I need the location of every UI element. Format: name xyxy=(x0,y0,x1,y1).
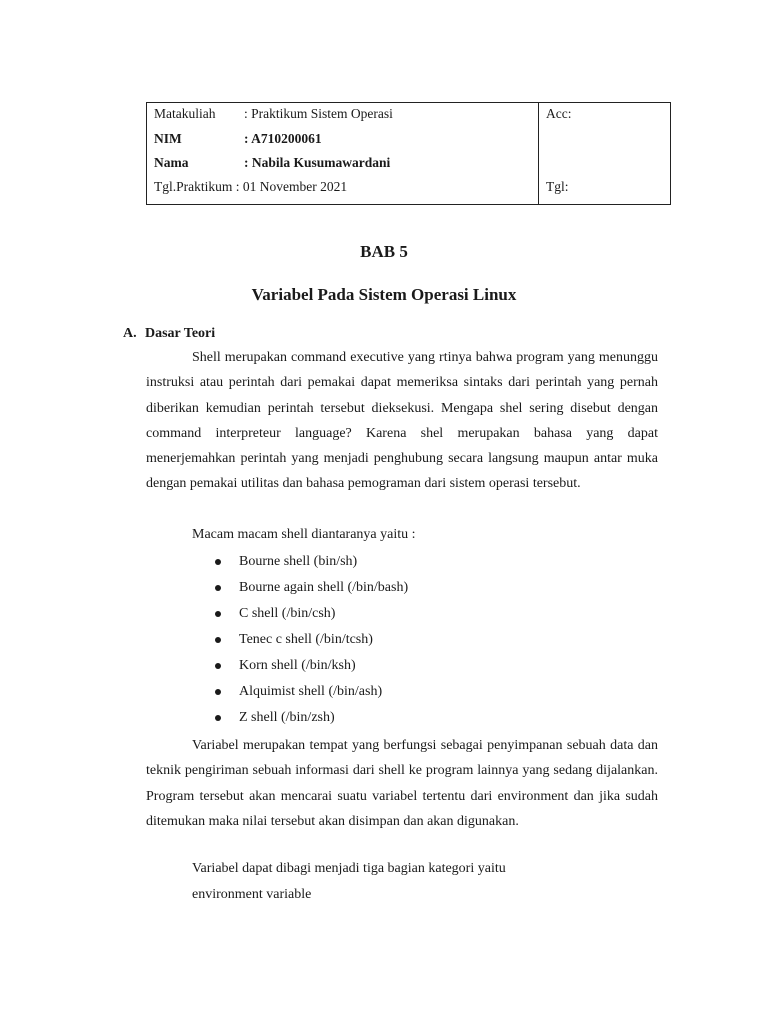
list-item xyxy=(212,604,408,630)
shell-list xyxy=(212,552,408,734)
list-item-text: Z shell (/bin/zsh) xyxy=(239,710,335,725)
paragraph-shell xyxy=(146,345,658,497)
paragraph-variabel-text: Variabel merupakan tempat yang berfungsi sebagai penyimpanan sebuah data dan teknik pengiriman sebuah informasi dari shell ke program lainnya yang sedang dijalankan. Program tersebut akan mencarai suatu variabel tertentu dari environment dan jika sudah ditemukan maka nilai tersebut akan disimpan dan akan digunakan. xyxy=(146,738,658,829)
list-item xyxy=(212,682,408,708)
header-table xyxy=(146,102,671,205)
nim-row xyxy=(154,131,322,147)
list-item xyxy=(212,630,408,656)
list-item xyxy=(212,656,408,682)
variable-category-first: environment variable xyxy=(192,887,312,902)
acc-label: Acc: xyxy=(546,106,572,121)
bullet-icon xyxy=(215,611,221,617)
matakuliah-label: Matakuliah xyxy=(154,106,216,121)
nama-value: : Nabila Kusumawardani xyxy=(244,155,391,170)
section-heading xyxy=(123,326,215,342)
chapter-title: Variabel Pada Sistem Operasi Linux xyxy=(251,285,517,304)
nim-value: : A710200061 xyxy=(244,131,322,146)
approval-cell xyxy=(539,103,670,204)
section-title: Dasar Teori xyxy=(145,326,216,341)
list-item-text: Alquimist shell (/bin/ash) xyxy=(239,684,383,699)
matakuliah-row xyxy=(154,106,393,122)
list-item-text: Tenec c shell (/bin/tcsh) xyxy=(239,632,373,647)
nama-row xyxy=(154,155,390,171)
tgl-label: Tgl: xyxy=(546,179,569,194)
paragraph-shell-text: Shell merupakan command executive yang rtinya bahwa program yang menunggu instruksi atau perintah dari pemakai dapat memeriksa sintaks dari perintah yang pernah diberikan kemudian perintah tersebut dieksekusi. Mengapa shel sering disebut dengan command interpreteur language? Karena shel merupakan bahasa yang dapat menerjemahkan perintah yang menjadi penghubung secara langsung maupun antar muka dengan pemakai utilitas dan bahasa pemograman dari sistem operasi tersebut. xyxy=(146,350,658,492)
list-item xyxy=(212,708,408,734)
variable-category-intro: Variabel dapat dibagi menjadi tiga bagian kategori yaitu xyxy=(192,861,506,876)
list-item-text: C shell (/bin/csh) xyxy=(239,606,336,621)
bullet-icon xyxy=(215,637,221,643)
list-item-text: Bourne shell (bin/sh) xyxy=(239,554,358,569)
shell-list-intro: Macam macam shell diantaranya yaitu : xyxy=(192,527,416,542)
header-info-cell xyxy=(147,103,539,204)
chapter-number: BAB 5 xyxy=(360,242,408,261)
nim-label: NIM xyxy=(154,131,182,146)
paragraph-variabel xyxy=(146,733,658,834)
matakuliah-value: : Praktikum Sistem Operasi xyxy=(244,106,393,121)
list-item xyxy=(212,578,408,604)
list-item-text: Korn shell (/bin/ksh) xyxy=(239,658,356,673)
bullet-icon xyxy=(215,559,221,565)
bullet-icon xyxy=(215,663,221,669)
section-number: A. xyxy=(123,326,137,341)
tgl-praktikum-row: Tgl.Praktikum : 01 November 2021 xyxy=(154,179,348,194)
bullet-icon xyxy=(215,715,221,721)
bullet-icon xyxy=(215,585,221,591)
nama-label: Nama xyxy=(154,155,189,170)
bullet-icon xyxy=(215,689,221,695)
list-item xyxy=(212,552,408,578)
list-item-text: Bourne again shell (/bin/bash) xyxy=(239,580,409,595)
